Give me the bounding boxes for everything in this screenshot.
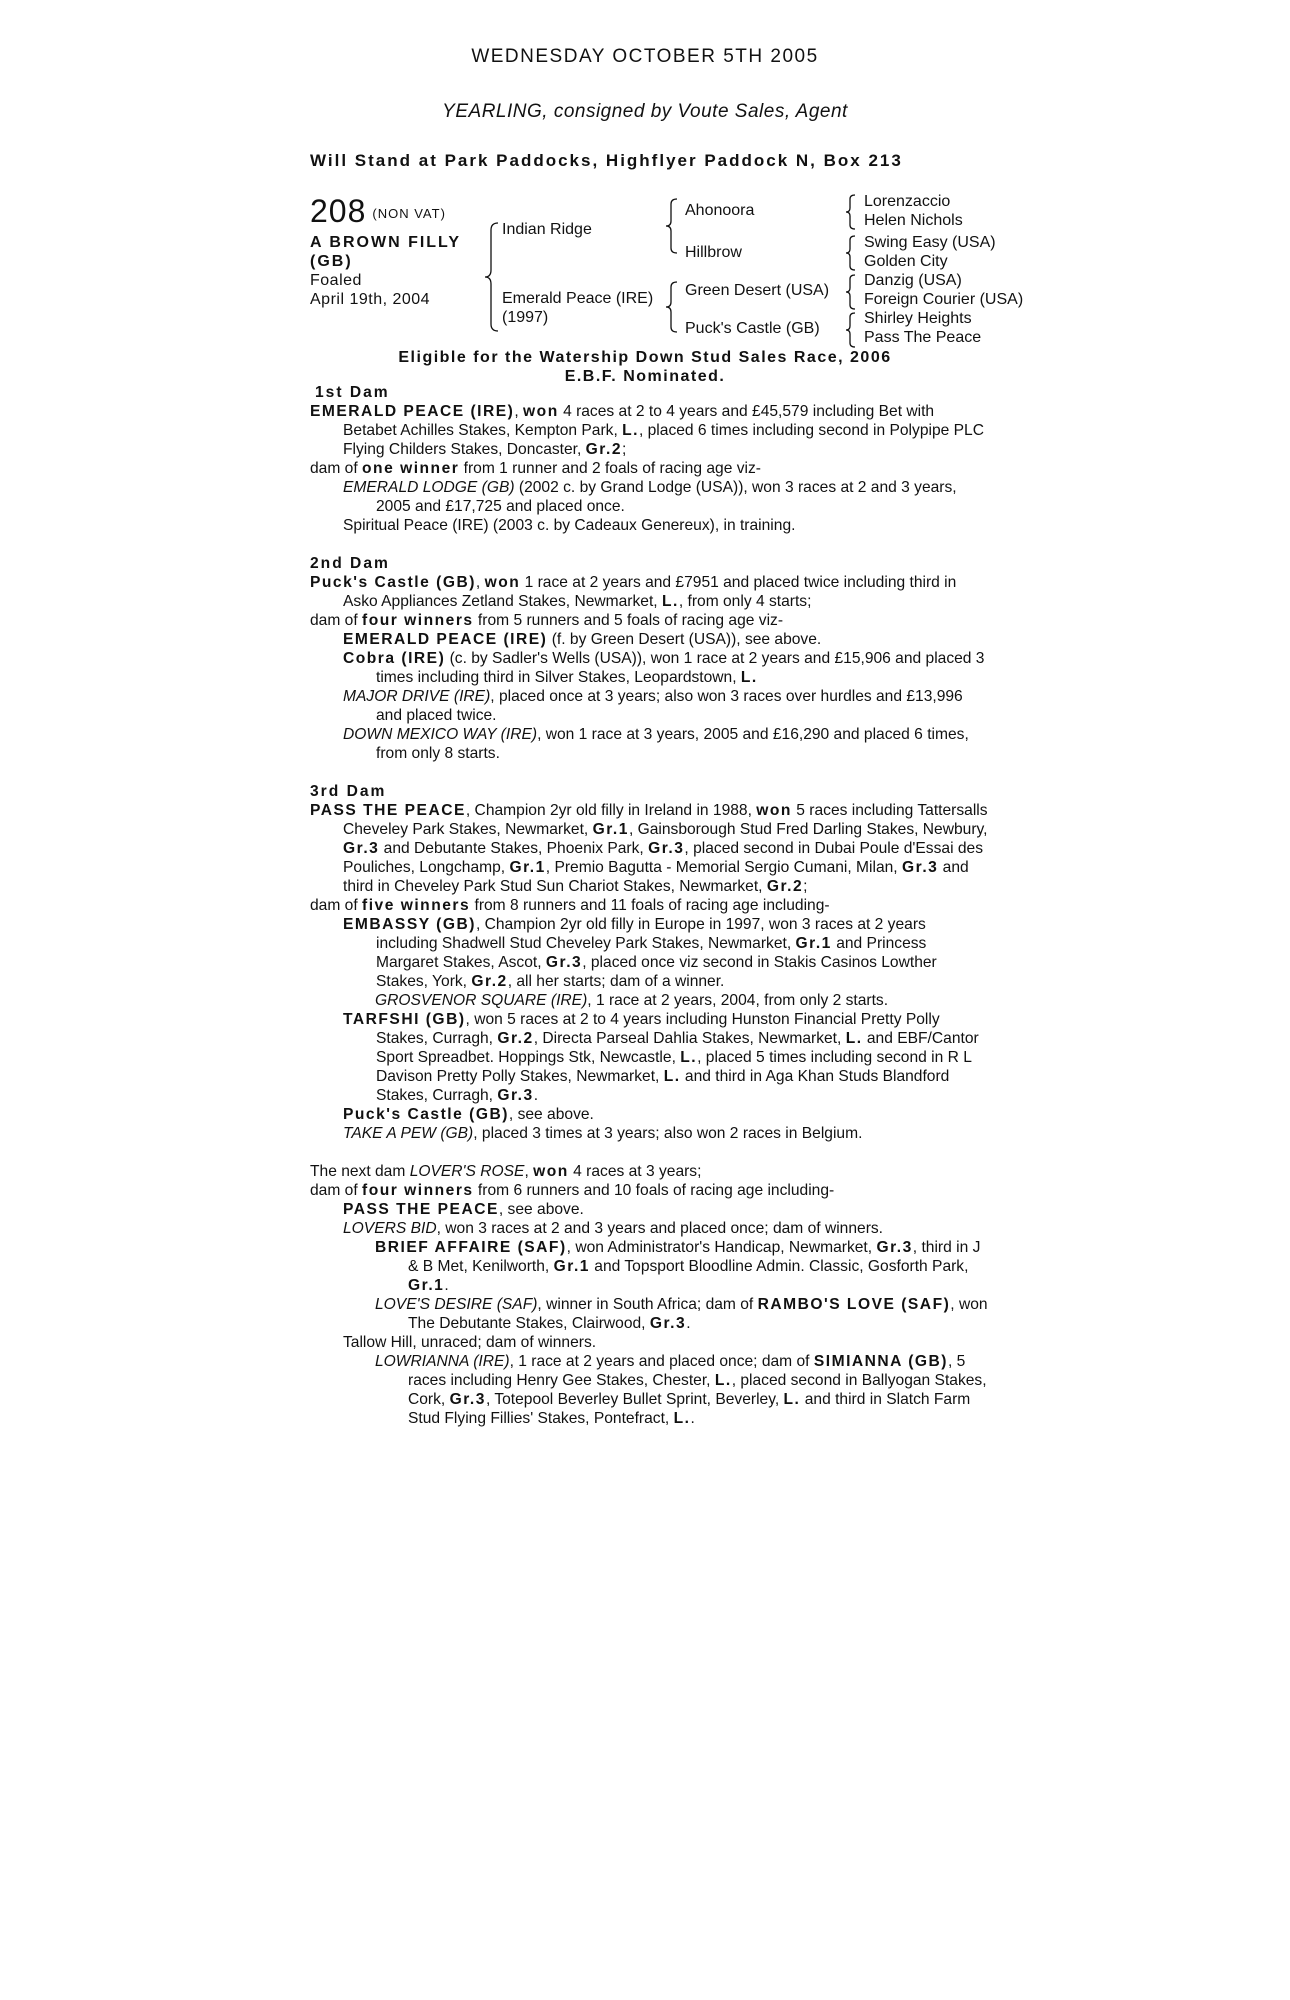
lot-number-value: 208 bbox=[310, 193, 367, 229]
consignment-line: YEARLING, consigned by Voute Sales, Agent bbox=[442, 101, 848, 122]
third-dam-heading: 3rd Dam bbox=[310, 783, 387, 800]
pedigree-brace-sire bbox=[665, 198, 679, 254]
pedigree-dam-sire: Green Desert (USA) bbox=[685, 282, 830, 299]
lot-country: (GB) bbox=[310, 253, 353, 270]
produce-entry: LOVERS BID, won 3 races at 2 and 3 years and placed once; dam of winners. bbox=[343, 1220, 884, 1237]
produce-entry: LOWRIANNA (IRE), 1 race at 2 years and placed once; dam of SIMIANNA (GB), 5 races including Henry Gee Stakes, Chester, L., placed second in Ballyogan Stakes, Cork, Gr.3, Totepool Beverley Bullet Sprint, Beverley, L. and third in Slatch Farm Stud Flying Fillies' Stakes, Pontefract, L.. bbox=[375, 1353, 987, 1427]
pedigree-dam-year: (1997) bbox=[502, 309, 549, 326]
produce-entry: EMBASSY (GB), Champion 2yr old filly in Europe in 1997, won 3 races at 2 years including Shadwell Stud Cheveley Park Stakes, Newmarket, Gr.1 and Princess Margaret Stakes, Ascot, Gr.3, placed once viz second in Stakis Casinos Lowther Stakes, York, Gr.2, all her starts; dam of a winner. bbox=[343, 916, 937, 990]
pedigree-sire-sire: Ahonoora bbox=[685, 202, 755, 219]
first-dam-produce-summary: dam of one winner from 1 runner and 2 foals of racing age viz- bbox=[310, 460, 761, 477]
ebf-line: E.B.F. Nominated. bbox=[564, 368, 726, 385]
pedigree-brace-main bbox=[484, 222, 500, 332]
pedigree-notes bbox=[310, 383, 990, 1428]
produce-entry: PASS THE PEACE, see above. bbox=[343, 1201, 584, 1218]
pedigree-dss: Danzig (USA) bbox=[864, 272, 962, 289]
produce-entry: LOVE'S DESIRE (SAF), winner in South Africa; dam of RAMBO'S LOVE (SAF), won The Debutante Stakes, Clairwood, Gr.3. bbox=[375, 1296, 988, 1332]
third-dam-entry: PASS THE PEACE, Champion 2yr old filly in Ireland in 1988, won 5 races including Tattersalls Cheveley Park Stakes, Newmarket, Gr.1, Gainsborough Stud Fred Darling Stakes, Newbury, Gr.3 and Debutante Stakes, Phoenix Park, Gr.3, placed second in Dubai Poule d'Essai des Pouliches, Longchamp, Gr.1, Premio Bagutta - Memorial Sergio Cumani, Milan, Gr.3 and third in Cheveley Park Stud Sun Chariot Stakes, Newmarket, Gr.2; bbox=[310, 802, 988, 895]
produce-entry: MAJOR DRIVE (IRE), placed once at 3 years; also won 3 races over hurdles and £13,996 and placed twice. bbox=[343, 688, 963, 724]
next-dam-entry: The next dam LOVER'S ROSE, won 4 races at 3 years; bbox=[310, 1163, 702, 1180]
second-dam-heading: 2nd Dam bbox=[310, 555, 390, 572]
third-dam-produce-summary: dam of five winners from 8 runners and 11 foals of racing age including- bbox=[310, 897, 830, 914]
lot-sex-colour: A BROWN FILLY bbox=[310, 234, 462, 251]
foaled-date: April 19th, 2004 bbox=[310, 291, 431, 308]
pedigree-sds: Swing Easy (USA) bbox=[864, 234, 996, 251]
produce-entry: EMERALD LODGE (GB) (2002 c. by Grand Lodge (USA)), won 3 races at 2 and 3 years, 2005 and £17,725 and placed once. bbox=[343, 479, 957, 515]
eligibility-line: Eligible for the Watership Down Stud Sales Race, 2006 bbox=[398, 349, 892, 366]
second-dam-entry: Puck's Castle (GB), won 1 race at 2 years and £7951 and placed twice including third in Asko Appliances Zetland Stakes, Newmarket, L., from only 4 starts; bbox=[310, 574, 957, 610]
produce-entry: GROSVENOR SQUARE (IRE), 1 race at 2 years, 2004, from only 2 starts. bbox=[375, 992, 889, 1009]
first-dam-entry: EMERALD PEACE (IRE), won 4 races at 2 to 4 years and £45,579 including Bet with Betabet Achilles Stakes, Kempton Park, L., placed 6 times including second in Polypipe PLC Flying Childers Stakes, Doncaster, Gr.2; bbox=[310, 403, 984, 458]
produce-entry: Tallow Hill, unraced; dam of winners. bbox=[343, 1334, 597, 1351]
horse-name: EMERALD PEACE (IRE) bbox=[310, 403, 515, 420]
pedigree-dam: Emerald Peace (IRE) bbox=[502, 290, 654, 307]
pedigree-sire-dam: Hillbrow bbox=[685, 244, 742, 261]
pedigree-brace-dd bbox=[845, 312, 857, 348]
pedigree-ssd: Helen Nichols bbox=[864, 212, 963, 229]
lot-description bbox=[310, 233, 475, 309]
first-dam-heading: 1st Dam bbox=[315, 384, 390, 401]
produce-entry: Cobra (IRE) (c. by Sadler's Wells (USA)), won 1 race at 2 years and £15,906 and placed 3 times including third in Silver Stakes, Leopardstown, L. bbox=[343, 650, 985, 686]
pedigree-ddd: Pass The Peace bbox=[864, 329, 982, 346]
lot-number bbox=[310, 193, 446, 230]
pedigree-dam-dam: Puck's Castle (GB) bbox=[685, 320, 820, 337]
produce-entry: DOWN MEXICO WAY (IRE), won 1 race at 3 years, 2005 and £16,290 and placed 6 times, from only 8 starts. bbox=[343, 726, 969, 762]
pedigree-brace-ds bbox=[845, 274, 857, 310]
produce-entry: EMERALD PEACE (IRE) (f. by Green Desert (USA)), see above. bbox=[343, 631, 822, 648]
pedigree-sire: Indian Ridge bbox=[502, 221, 592, 238]
pedigree-brace-ss bbox=[845, 194, 857, 230]
second-dam-produce-summary: dam of four winners from 5 runners and 5 foals of racing age viz- bbox=[310, 612, 784, 629]
produce-entry: TARFSHI (GB), won 5 races at 2 to 4 years including Hunston Financial Pretty Polly Stakes, Curragh, Gr.2, Directa Parseal Dahlia Stakes, Newmarket, L. and EBF/Cantor Sport Spreadbet. Hoppings Stk, Newcastle, L., placed 5 times including second in R L Davison Pretty Polly Stakes, Newmarket, L. and third in Aga Khan Studs Blandford Stakes, Curragh, Gr.3. bbox=[343, 1011, 979, 1104]
pedigree-sss: Lorenzaccio bbox=[864, 193, 951, 210]
sale-date: WEDNESDAY OCTOBER 5TH 2005 bbox=[471, 46, 819, 67]
pedigree-brace-dam bbox=[665, 281, 679, 333]
pedigree-sdd: Golden City bbox=[864, 253, 948, 270]
produce-entry: TAKE A PEW (GB), placed 3 times at 3 years; also won 2 races in Belgium. bbox=[343, 1125, 863, 1142]
produce-entry: Spiritual Peace (IRE) (2003 c. by Cadeaux Genereux), in training. bbox=[343, 517, 796, 534]
produce-entry: Puck's Castle (GB), see above. bbox=[343, 1106, 594, 1123]
foaled-label: Foaled bbox=[310, 272, 362, 289]
vat-status: (NON VAT) bbox=[372, 206, 446, 222]
pedigree-dsd: Foreign Courier (USA) bbox=[864, 291, 1024, 308]
produce-entry: BRIEF AFFAIRE (SAF), won Administrator's Handicap, Newmarket, Gr.3, third in J & B Met, Kenilworth, Gr.1 and Topsport Bloodline Admin. Classic, Gosforth Park, Gr.1. bbox=[375, 1239, 981, 1294]
stand-location: Will Stand at Park Paddocks, Highflyer Paddock N, Box 213 bbox=[310, 151, 903, 170]
pedigree-brace-sd bbox=[845, 235, 857, 271]
next-dam-produce-summary: dam of four winners from 6 runners and 10 foals of racing age including- bbox=[310, 1182, 835, 1199]
pedigree-dds: Shirley Heights bbox=[864, 310, 972, 327]
